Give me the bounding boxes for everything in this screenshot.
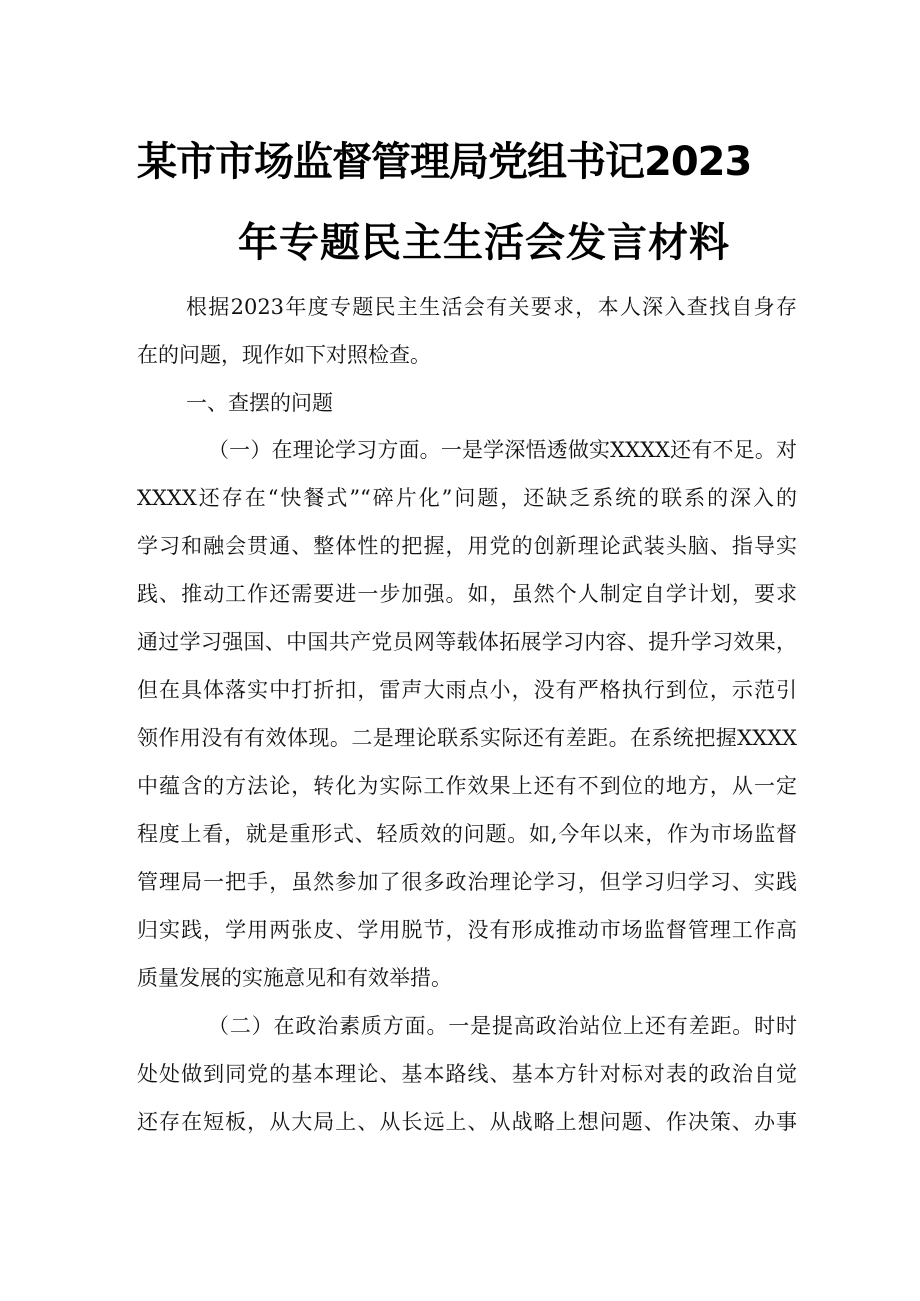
paragraph-line: 通过学习强国、中国共产党员网等载体拓展学习内容、提升学习效果， — [137, 630, 797, 654]
paragraph-line: 中蕴含的方法论，转化为实际工作效果上还有不到位的地方，从一定 — [137, 774, 797, 798]
paragraph-line: 在的问题，现作如下对照检查。 — [137, 343, 431, 367]
paragraph-line: （二）在政治素质方面。一是提高政治站位上还有差距。时时 — [208, 1014, 797, 1038]
paragraph-line: 还存在短板，从大局上、从长远上、从战略上想问题、作决策、办事 — [137, 1110, 797, 1134]
paragraph-line: 践、推动工作还需要进一步加强。如，虽然个人制定自学计划，要求 — [137, 582, 797, 606]
paragraph-line: 程度上看，就是重形式、轻质效的问题。如,今年以来，作为市场监督 — [137, 822, 797, 846]
paragraph-line: 但在具体落实中打折扣，雷声大雨点小，没有严格执行到位，示范引 — [137, 678, 797, 702]
paragraph-line: 根据2023年度专题民主生活会有关要求，本人深入查找自身存 — [186, 295, 797, 319]
paragraph-line: 管理局一把手，虽然参加了很多政治理论学习，但学习归学习、实践 — [137, 870, 797, 894]
document-title-line-2: 年专题民主生活会发言材料 — [238, 220, 730, 266]
section-heading: 一、查摆的问题 — [186, 391, 333, 415]
paragraph-line: 质量发展的实施意见和有效举措。 — [137, 966, 452, 990]
paragraph-line: （一）在理论学习方面。一是学深悟透做实XXXX还有不足。对 — [208, 438, 797, 462]
paragraph-line: 学习和融会贯通、整体性的把握，用党的创新理论武装头脑、指导实 — [137, 534, 797, 558]
paragraph-line: 领作用没有有效体现。二是理论联系实际还有差距。在系统把握XXXX — [137, 726, 797, 750]
paragraph-line: 处处做到同党的基本理论、基本路线、基本方针对标对表的政治自觉 — [137, 1062, 797, 1086]
paragraph-line: XXXX还存在“快餐式”“碎片化”问题，还缺乏系统的联系的深入的 — [137, 486, 797, 510]
document-title-line-1: 某市市场监督管理局党组书记2023 — [137, 139, 752, 185]
paragraph-line: 归实践，学用两张皮、学用脱节，没有形成推动市场监督管理工作高 — [137, 918, 797, 942]
